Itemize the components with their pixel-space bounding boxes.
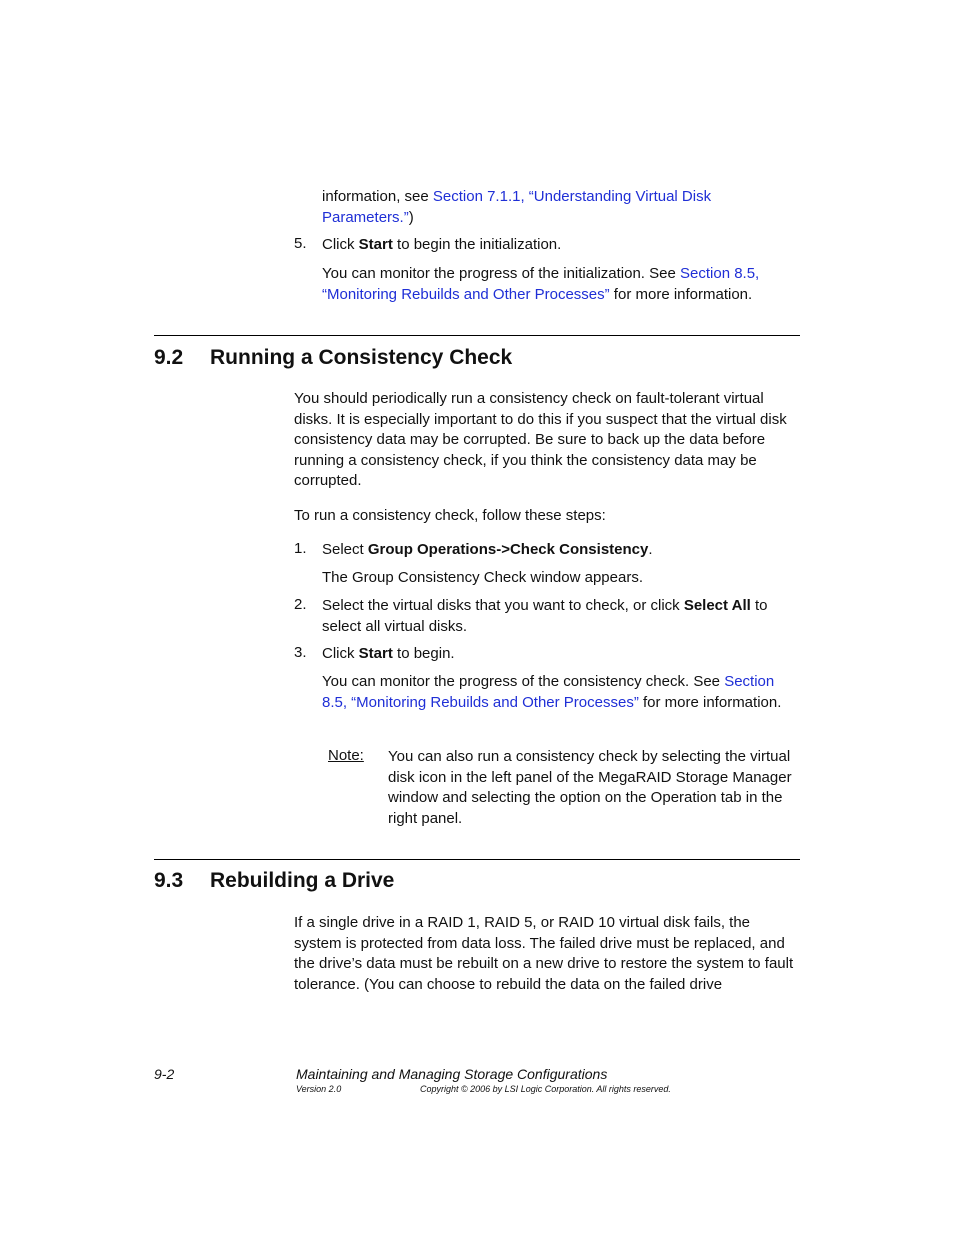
step-2-text: Select the virtual disks that you want to check, or click Select All to select all virtual disks. <box>322 597 768 635</box>
monitor-paragraph: You can monitor the progress of the initialization. See Section 8.5, “Monitoring Rebuilds and Other Processes” for more information. <box>322 265 760 303</box>
monitor-paragraph: You can monitor the progress of the consistency check. See Section 8.5, “Monitoring Rebuilds and Other Processes” for more information. <box>322 673 782 711</box>
step-number: 1. <box>294 540 307 557</box>
note-label: Note: <box>328 747 364 764</box>
step-1-result: The Group Consistency Check window appears. <box>322 569 643 586</box>
section-divider <box>154 335 800 336</box>
step-3-text: Click Start to begin. <box>322 645 455 662</box>
footer-chapter-title: Maintaining and Managing Storage Configurations <box>296 1066 608 1082</box>
step-number: 2. <box>294 596 307 613</box>
note-text: You can also run a consistency check by selecting the virtual disk icon in the left panel of the MegaRAID Storage Manager window and selecting the option on the Operation tab in the right panel. <box>388 748 792 827</box>
continuation-paragraph: information, see Section 7.1.1, “Understanding Virtual Disk Parameters.”) <box>322 188 712 226</box>
step-number: 3. <box>294 644 307 661</box>
link-section-8-5[interactable]: Section 8.5, “Monitoring Rebuilds and Other Processes” <box>322 265 760 303</box>
step-number: 5. <box>294 235 307 252</box>
link-section-8-5[interactable]: Section 8.5, “Monitoring Rebuilds and Other Processes” <box>322 673 775 711</box>
section-9-2-intro: You should periodically run a consistency check on fault-tolerant virtual disks. It is especially important to do this if you suspect that the virtual disk consistency data may be corrupted. Be sure to back up the data before running a consistency check, if you think the consistency data may be corrupted. <box>294 390 787 489</box>
section-9-3-intro: If a single drive in a RAID 1, RAID 5, or RAID 10 virtual disk fails, the system is protected from data loss. The failed drive must be replaced, and the drive’s data must be rebuilt on a new drive to restore the system to fault tolerance. (You can choose to rebuild the data on the failed drive <box>294 914 794 993</box>
section-divider <box>154 859 800 860</box>
link-section-7-1-1[interactable]: Section 7.1.1, “Understanding Virtual Disk Parameters.” <box>322 188 712 226</box>
footer-version: Version 2.0 <box>296 1084 342 1094</box>
step-1-text: Select Group Operations->Check Consistency. <box>322 541 653 558</box>
step-5-text: Click Start to begin the initialization. <box>322 236 562 253</box>
section-heading-9-2: 9.2 Running a Consistency Check <box>154 346 513 369</box>
section-heading-9-3: 9.3 Rebuilding a Drive <box>154 869 395 892</box>
steps-intro: To run a consistency check, follow these steps: <box>294 507 606 524</box>
footer-copyright: Copyright © 2006 by LSI Logic Corporation. All rights reserved. <box>420 1084 671 1094</box>
page-number: 9-2 <box>154 1066 175 1082</box>
